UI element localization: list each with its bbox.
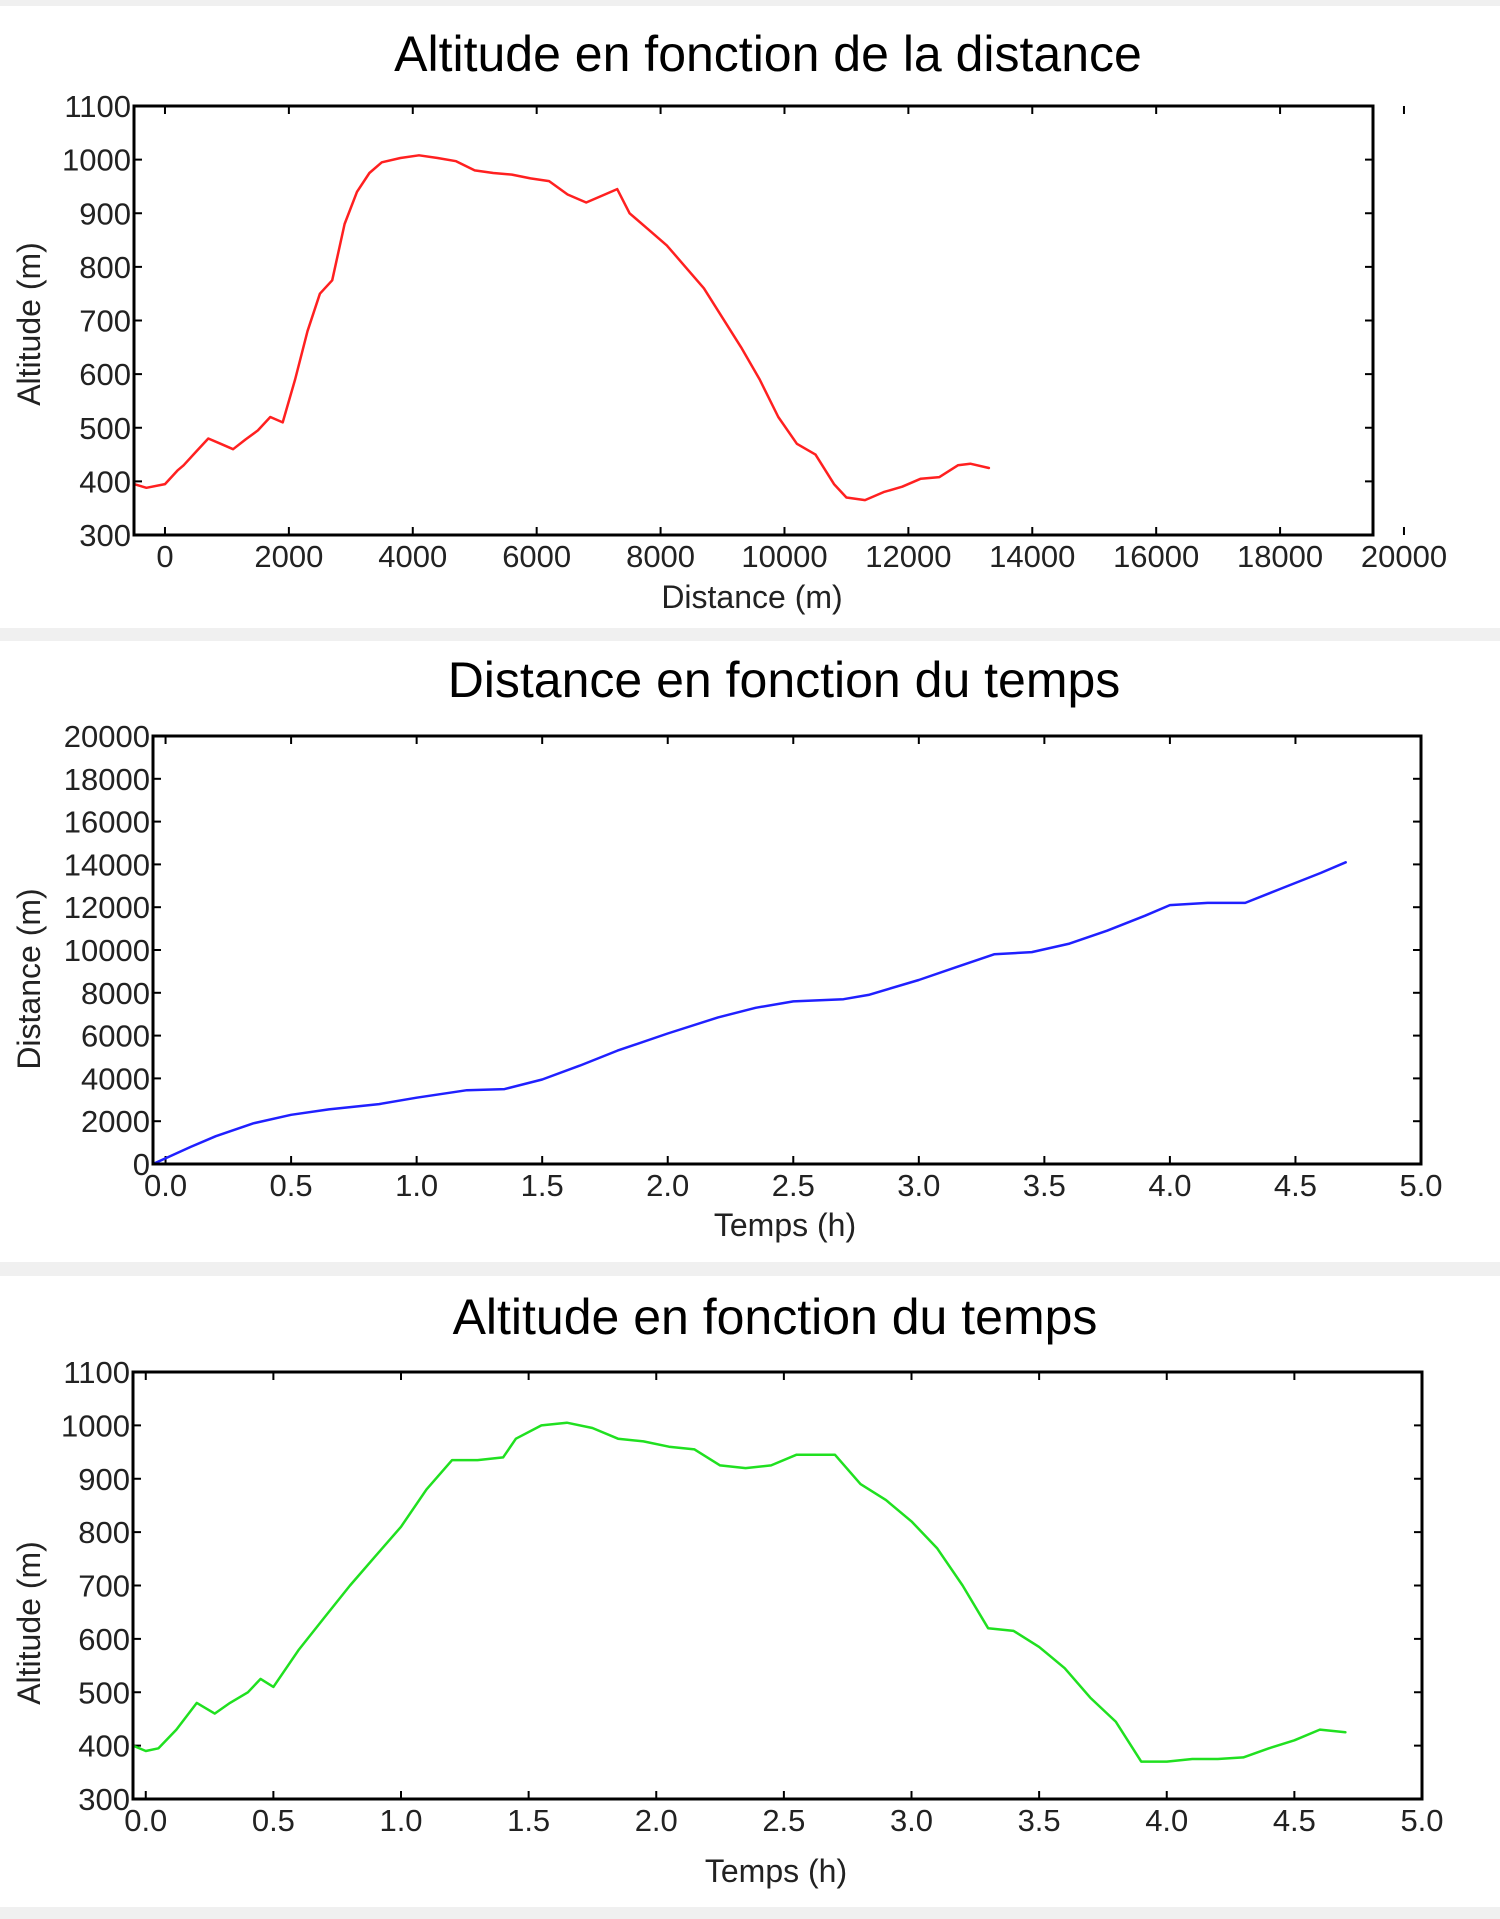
x-tick-label: 0.0 <box>143 1168 188 1203</box>
y-tick-label: 16000 <box>63 804 150 840</box>
x-tick-label: 2.0 <box>646 1168 690 1203</box>
y-tick-label: 400 <box>79 464 131 500</box>
x-tick-label: 5.0 <box>1400 1803 1444 1838</box>
y-tick-label: 10000 <box>63 933 150 968</box>
y-tick-label: 8000 <box>81 975 150 1011</box>
plot-frame <box>134 106 1373 535</box>
x-axis-label: Temps (h) <box>713 1207 857 1243</box>
x-tick-label: 4.5 <box>1272 1803 1316 1838</box>
altitude-distance-line <box>134 155 989 500</box>
y-tick-label: 1100 <box>64 89 131 124</box>
tick-group <box>62 89 1447 574</box>
y-tick-label: 12000 <box>63 890 150 926</box>
x-tick-label: 3.0 <box>889 1803 934 1838</box>
plot-frame <box>153 736 1421 1164</box>
tick-group <box>61 1355 1444 1838</box>
x-tick-label: 2000 <box>254 539 324 574</box>
plot-frame <box>133 1372 1422 1799</box>
y-tick-label: 600 <box>78 1621 130 1657</box>
x-tick-label: 16000 <box>1113 539 1200 574</box>
x-tick-label: 1.5 <box>507 1803 551 1838</box>
x-tick-label: 2.0 <box>634 1803 678 1838</box>
tick-group <box>64 719 1443 1203</box>
x-tick-label: 0.5 <box>251 1803 295 1838</box>
x-tick-label: 12000 <box>865 539 952 574</box>
x-tick-label: 3.0 <box>897 1168 941 1203</box>
y-tick-label: 300 <box>79 518 131 553</box>
y-tick-label: 300 <box>78 1782 130 1817</box>
x-tick-label: 5.0 <box>1399 1168 1443 1203</box>
y-tick-label: 1000 <box>62 142 131 178</box>
chart-title: Altitude en fonction de la distance <box>394 26 1142 82</box>
chart-panel-distance-time <box>0 641 1500 1262</box>
x-tick-label: 1.0 <box>379 1803 423 1838</box>
x-axis-label: Distance (m) <box>661 579 843 615</box>
y-tick-label: 6000 <box>81 1018 150 1054</box>
x-tick-label: 4.0 <box>1145 1803 1189 1838</box>
chart-panel-altitude-distance <box>0 6 1500 628</box>
y-tick-label: 14000 <box>63 847 150 883</box>
x-tick-label: 2.5 <box>762 1803 806 1838</box>
altitude-time-line <box>133 1423 1345 1762</box>
y-tick-label: 4000 <box>81 1061 150 1097</box>
x-tick-label: 1.5 <box>520 1168 564 1203</box>
x-tick-label: 3.5 <box>1022 1168 1066 1203</box>
y-tick-label: 1000 <box>61 1408 130 1444</box>
y-axis-label: Altitude (m) <box>11 242 47 406</box>
y-tick-label: 700 <box>78 1568 130 1604</box>
x-tick-label: 2.5 <box>771 1168 815 1203</box>
y-tick-label: 800 <box>78 1515 130 1551</box>
y-tick-label: 18000 <box>63 761 150 797</box>
x-tick-label: 0.0 <box>124 1803 168 1838</box>
chart-altitude-time <box>0 1276 1500 1907</box>
x-tick-label: 4.5 <box>1273 1168 1318 1203</box>
x-tick-label: 14000 <box>989 539 1076 574</box>
y-tick-label: 20000 <box>63 719 150 754</box>
y-tick-label: 700 <box>79 303 131 339</box>
y-tick-label: 800 <box>79 249 131 285</box>
chart-title: Altitude en fonction du temps <box>452 1289 1098 1345</box>
chart-title: Distance en fonction du temps <box>447 652 1121 708</box>
x-tick-label: 8000 <box>626 539 696 574</box>
x-tick-label: 3.5 <box>1017 1803 1061 1838</box>
y-tick-label: 400 <box>78 1728 130 1764</box>
x-tick-label: 20000 <box>1360 539 1448 574</box>
distance-time-line <box>153 862 1346 1164</box>
x-tick-label: 1.0 <box>395 1168 439 1203</box>
y-tick-label: 600 <box>79 357 131 393</box>
y-tick-label: 500 <box>79 410 131 446</box>
x-tick-label: 4.0 <box>1148 1168 1192 1203</box>
x-tick-label: 0 <box>156 539 174 574</box>
y-tick-label: 900 <box>79 196 131 232</box>
y-tick-label: 900 <box>78 1461 130 1497</box>
y-tick-label: 2000 <box>81 1104 150 1140</box>
x-axis-label: Temps (h) <box>704 1853 848 1889</box>
chart-panel-altitude-time <box>0 1276 1500 1907</box>
x-tick-label: 18000 <box>1236 539 1324 574</box>
chart-distance-time <box>0 641 1500 1262</box>
chart-altitude-distance <box>0 6 1500 628</box>
x-tick-label: 10000 <box>741 539 828 574</box>
y-axis-label: Altitude (m) <box>11 1541 47 1705</box>
x-tick-label: 6000 <box>502 539 572 574</box>
x-tick-label: 4000 <box>378 539 448 574</box>
y-tick-label: 500 <box>78 1675 130 1711</box>
y-tick-label: 0 <box>132 1147 150 1182</box>
y-tick-label: 1100 <box>63 1355 130 1390</box>
x-tick-label: 0.5 <box>269 1168 313 1203</box>
y-axis-label: Distance (m) <box>11 888 47 1070</box>
